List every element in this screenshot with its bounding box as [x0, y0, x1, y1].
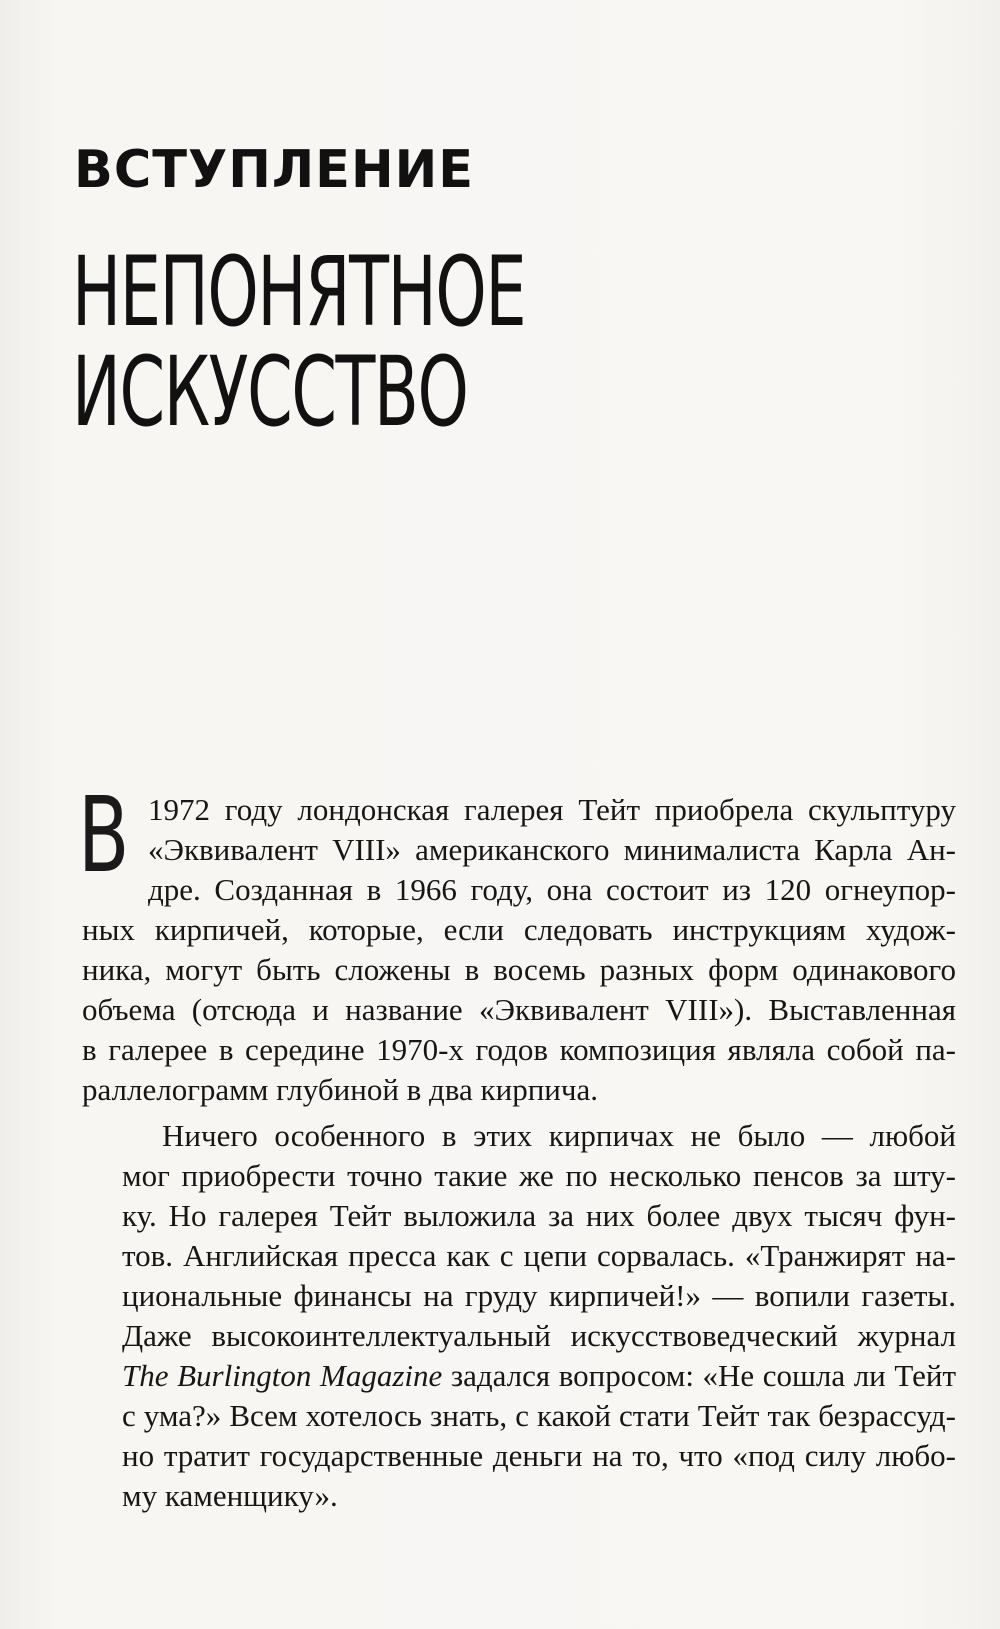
- journal-title-italic: The Burlington Magazine: [122, 1358, 443, 1393]
- text-line: му каменщику».: [122, 1478, 338, 1513]
- text-line: «Эквивалент VIII» американского минималиста Карла Ан-: [148, 832, 956, 867]
- text-line: дре. Созданная в 1966 году, она состоит из 120 огнеупор-: [148, 872, 956, 907]
- text-line: ника, могут быть сложены в восемь разных форм одинакового: [82, 952, 956, 987]
- text-line: раллелограмм глубиной в два кирпича.: [82, 1072, 598, 1107]
- text-line: объема (отсюда и название «Эквивалент VIII»). Выставленная: [82, 992, 956, 1027]
- paragraph-1: [78, 774, 956, 1110]
- text-line: циональные финансы на груду кирпичей!» — вопили газеты.: [122, 1278, 956, 1313]
- body-text: [78, 774, 956, 1516]
- text-line-with-italic: [82, 1356, 956, 1396]
- text-line: ку. Но галерея Тейт выложила за них более двух тысяч фун-: [122, 1198, 956, 1233]
- text-line: с ума?» Всем хотелось знать, с какой стати Тейт так безрассуд-: [122, 1398, 956, 1433]
- text-line: тов. Английская пресса как с цепи сорвалась. «Транжирят на-: [122, 1238, 956, 1273]
- paragraph-2: [82, 1116, 956, 1516]
- text-line: в галерее в середине 1970-х годов композиция являла собой па-: [82, 1032, 956, 1067]
- text-line: ных кирпичей, которые, если следовать инструкциям худож-: [82, 912, 956, 947]
- chapter-title: [72, 236, 526, 448]
- chapter-title-line-2: ИСКУССТВО: [72, 336, 468, 448]
- text-line: Даже высокоинтеллектуальный искусствоведческий журнал: [122, 1318, 956, 1353]
- text-line: 1972 году лондонская галерея Тейт приобрела скульптуру: [148, 792, 956, 827]
- text-line: мог приобрести точно такие же по несколько пенсов за шту-: [122, 1158, 956, 1193]
- text-fragment: задался вопросом: «Не сошла ли Тейт: [442, 1358, 956, 1393]
- chapter-title-line-1: НЕПОНЯТНОЕ: [72, 236, 526, 348]
- text-line: Ничего особенного в этих кирпичах не было — любой: [162, 1118, 956, 1153]
- drop-cap: В: [78, 774, 130, 896]
- section-heading: ВСТУПЛЕНИЕ: [74, 140, 474, 200]
- text-line: но тратит государственные деньги на то, что «под силу любо-: [122, 1438, 956, 1473]
